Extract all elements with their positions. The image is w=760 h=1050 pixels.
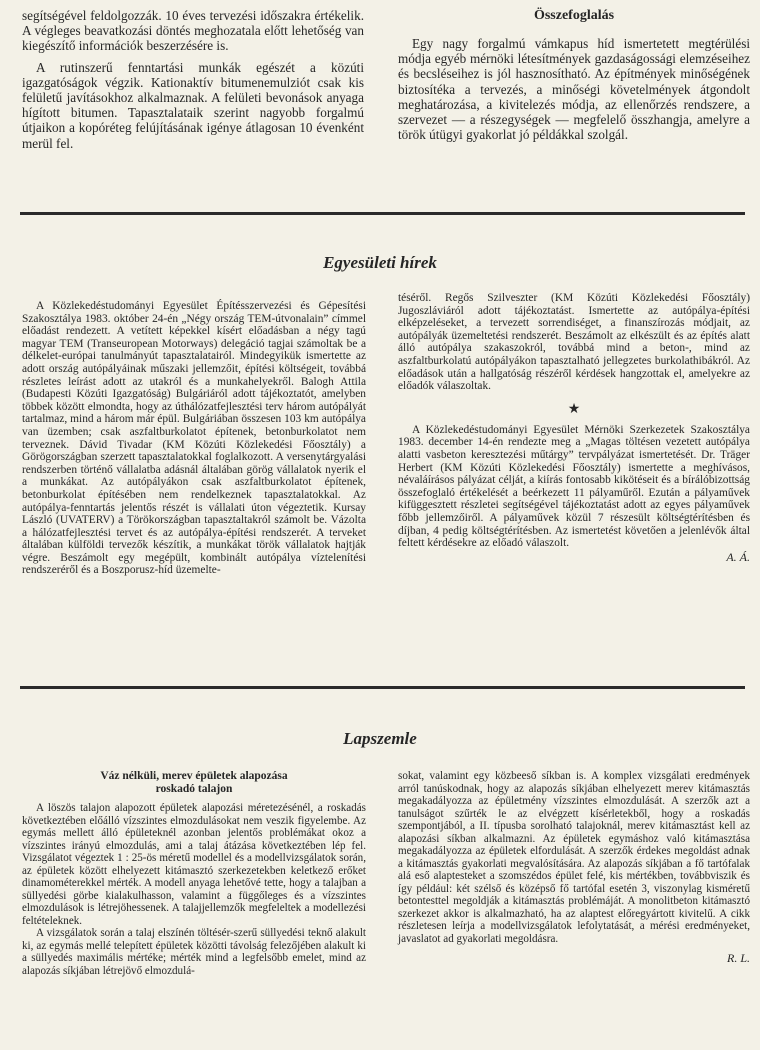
summary-heading: Összefoglalás xyxy=(533,8,615,23)
top-right-column xyxy=(398,8,750,148)
top-left-column xyxy=(22,8,364,157)
top-left-paragraph-1: segítségével feldolgozzák. 10 éves tervezési időszakra értékelik. A végleges beavatkozási döntés meghozatala előtt lehetőség van kiegészítő információk beszerzésére is. xyxy=(22,8,364,54)
review-signature: R. L. xyxy=(726,951,750,965)
news-left-column xyxy=(22,300,366,577)
news-right-paragraph-1: téséről. Regős Szilveszter (KM Közúti Közlekedési Főosztály) Jugoszláviáról adott tájékoztatást. Ismertette az autópálya-építési elképzeléseket, a tervezett sorrendiséget, a finanszírozás módjait, az autópályák üzemeltetési rendszerét. Beszámolt az elkészült és az építés alatt álló autópálya szakaszokról, továbbá mind a beton-, mind az aszfaltburkolatú autópályákon tapasztalható jellegzetes burkolathibákról. Az előadások után a hallgatóság részéről kérdések hangzottak el, amelyekre az előadók válaszoltak. xyxy=(398,292,750,393)
article-title xyxy=(22,770,366,796)
section-divider-1 xyxy=(20,212,745,215)
news-section-title: Egyesületi hírek xyxy=(323,253,437,272)
news-right-column xyxy=(398,292,750,565)
section-divider-2 xyxy=(20,686,745,689)
news-signature: A. Á. xyxy=(726,549,750,564)
review-left-paragraph-1: A löszös talajon alapozott épületek alapozási méretezésénél, a roskadás következtében előálló vízszintes elmozdulásokat nem veszik figyelembe. Az egymás mellett álló épületeknél azonban jelentős problémákat okoz a vízszintes irányú elmozdulás, ami a talaj átázása következtében lép fel. Vizsgálatot végeztek 1 : 25-ös méretű modellel és a modellvizsgálatok során, az épületek között elhelyezett kitámasztó szerkezetekben keletkező erőket dinamométerekkel mérték. A modell anyaga lehetővé tette, hogy a talajban a süllyedési görbe kialakulhasson, valamint a függőleges és a vízszintes elmozdulások is létrejöhessenek. A talajjellemzők megfeleltek a modellezési feltételeknek. xyxy=(22,802,366,927)
review-right-paragraph: sokat, valamint egy közbeeső síkban is. A komplex vizsgálati eredmények arról tanúskodnak, hogy az alapozás síkjában elhelyezett merev kitámasztás megakadályozza az épületmény vízszintes elmozdulását. A szerzők azt a tanulságot szűrték le az elvégzett kísérletekből, hogy a roskadás szempontjából, a II. típusba sorolható talajoknál, merev kitámasztást kell az alapozási síkban alkalmazni. Az épületek egymáshoz való kitámasztása megakadályozza az épületek elfordulását. A szerzők érdekes megoldást adnak a kitámasztás gyakorlati megvalósítására. Az alapozás síkjában a fő tartófalak alá eső alaptesteket a szomszédos épület felé, kis mértékben, továbbviszik és így például: két szélső és középső fő tartófal esetén 3, viszonylag kisméretű betontesttel megoldják a kitámasztás problémáját. A monolitbeton kitámasztó szerkezet akkor is alkalmazható, ha az alaptest előregyártott kivitelű. A cikk részletesen leírja a modellvizsgálatok lefolytatását, a mérési eredményeket, javaslatot ad gyakorlati megoldásra. xyxy=(398,770,750,945)
top-left-paragraph-2: A rutinszerű fenntartási munkák egészét a közúti igazgatóságok végzik. Kationaktív bitumenemulziót csak kis felületű javításokhoz alkalmaznak. A felületi bevonások anyaga hígított bitumen. Tapasztalataik szerint nagyobb forgalmú útjaikon a kopóréteg felújításának igénye átlagosan 10 évenként merül fel. xyxy=(22,59,364,151)
star-separator: ★ xyxy=(567,401,581,417)
news-right-paragraph-2: A Közlekedéstudományi Egyesület Mérnöki Szerkezetek Szakosztálya 1983. december 14-én rendezte meg a „Magas töltésen vezetett autópálya alatti vasbeton keresztezési műtárgy” tervpályázat ismertetését. Dr. Träger Herbert (KM Közúti Közlekedési Főosztály) ismertette a meghívásos, névaláírásos pályázat célját, a kiírás fontosabb kikötéseit és a bírálóbizottság összefoglaló értékelését a beérkezett 11 pályaműről. Ezután a pályaművek kifüggesztett részletei segítségével tájékoztatást adott az egyes pályaművek főbb jellemzőiről. A pályaművek közül 7 részesült költségtérítésben és díjban, 4 pedig költségtérítésben. Az ismertetést követően a jelenlévők által feltett kérdésekre az előadó válaszolt. xyxy=(398,423,750,550)
review-left-column xyxy=(22,770,366,977)
news-left-paragraph: A Közlekedéstudományi Egyesület Építésszervezési és Gépesítési Szakosztálya 1983. október 24-én „Négy ország TEM-útvonalain” címmel előadást rendezett. A vetített képekkel kísért előadásban a négy tagú magyar TEM (Transeuropean Motorways) delegáció tagjai számoltak be a délkelet-európai tanulmányút tapasztalatairól. Mindegyikük ismertette az adott ország autópályáinak műszaki jellemzőit, építési költségeit, továbbá részletes leírást adott az utakról és a munkahelyekről. Balogh Attila (Budapesti Közúti Igazgatóság) Bulgáriáról adott tájékoztatót, amelyben többek között elmondta, hogy az úthálózatfejlesztési terv három autópályát tartalmaz, mind a három már épül. Bulgáriában összesen 103 km autópálya van üzemben; csak aszfaltburkolatot építenek, betonburkolatot nem terveznek. Dávid Tivadar (KM Közúti Közlekedési Főosztály) a Görögországban szerzett tapasztalatokkal foglalkozott. A versenytárgyalási rendszerben történő vállalatba adásnál általában görög vállalatok nyerik el a munkákat. Az autópályákon csak aszfaltburkolatot építenek, betonburkolat építésében nem rendelkeznek tapasztalatokkal. Az autópálya-fenntartás jelentős részét is vállalati úton végeztetik. Kursay László (UVATERV) a Törökországban tapasztaltakról számolt be. Vázolta a hálózatfejlesztési tervet és az autópálya-építési rendszerét. A terveket általában külföldi tervezők készítik, a munkákat török vállalatok hajtják végre. Beszámolt egy megépült, kombinált autópálya víztelenítési rendszeréről és a Boszporusz-híd üzemelte- xyxy=(22,300,366,577)
review-right-column xyxy=(398,770,750,966)
review-left-paragraph-2: A vizsgálatok során a talaj elszínén töltésér-szerű süllyedési teknő alakult ki, az egymás mellé telepített épületek közötti távolság felezőjében alakult ki a süllyedés maximális mértéke; mérték mind a legfelsőbb emelet, mind az alapozás síkjában létrejövő elmozdulá- xyxy=(22,927,366,977)
article-title-line-2: roskadó talajon xyxy=(155,783,233,795)
article-title-line-1: Váz nélküli, merev épületek alapozása xyxy=(100,770,288,782)
summary-paragraph: Egy nagy forgalmú vámkapus híd ismertetett megtérülési módja egyéb mérnöki létesítmények gazdaságossági elemzéseihez és becsléseihez is jól hasznosítható. Az építmények minőségének biztosítéka a tervezés, a minőségi követelmények átgondolt meghatározása, a kivitelezés módja, az ellenőrzés rendszere, a szervezet — a részegységek — megfelelő összhangja, amelyre a török útügyi gyakorlat jó példákkal szolgál. xyxy=(398,36,750,143)
review-section-title: Lapszemle xyxy=(343,729,417,748)
